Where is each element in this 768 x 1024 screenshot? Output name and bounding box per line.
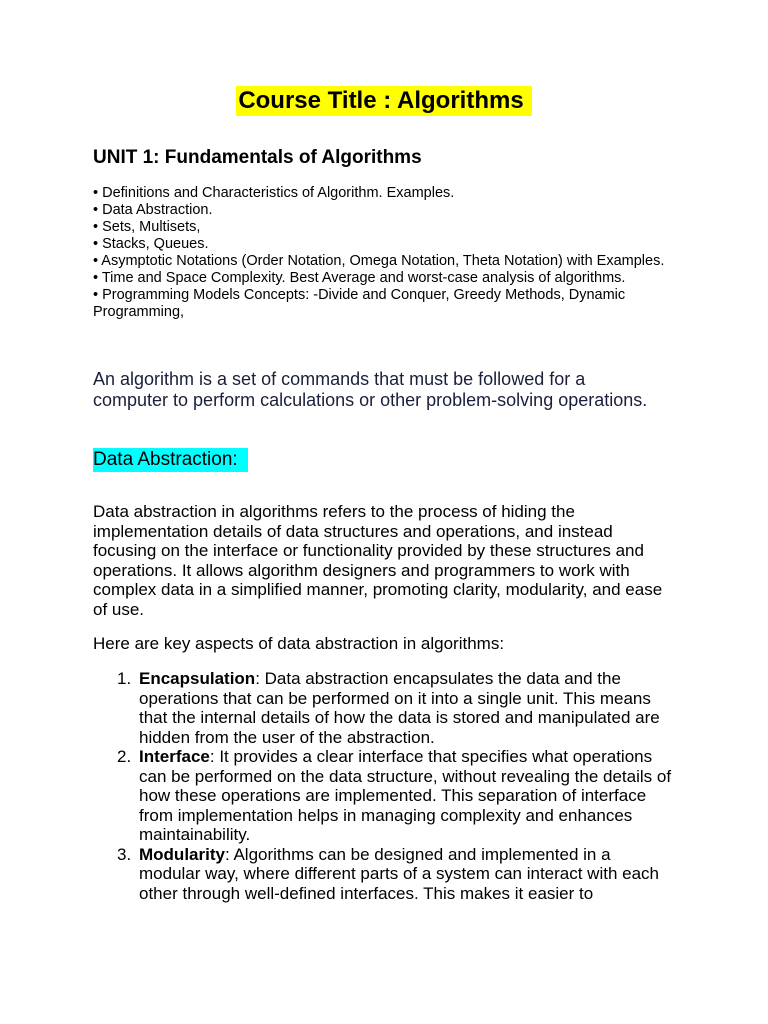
list-item <box>93 669 673 747</box>
key-aspects-list <box>93 669 673 903</box>
section-heading: Data Abstraction: <box>93 448 248 472</box>
key-aspects-intro: Here are key aspects of data abstraction in algorithms: <box>93 634 505 653</box>
list-text: : It provides a clear interface that specifies what operations can be performed on the data structure, without revealing the details of how these operations are implemented. This separation of interface from implementation helps in managing complexity and enhances maintainability. <box>139 747 672 844</box>
topic-item: • Definitions and Characteristics of Algorithm. Examples. <box>93 185 455 201</box>
list-term: Interface <box>139 747 210 766</box>
list-number: 3. <box>117 844 132 864</box>
topic-item: • Sets, Multisets, <box>93 219 201 235</box>
abstraction-paragraph: Data abstraction in algorithms refers to the process of hiding the implementation details of data structures and operations, and instead focusing on the interface or functionality provided by these structures and operations. It allows algorithm designers and programmers to work with complex data in a simplified manner, promoting clarity, modularity, and ease of use. <box>93 502 663 619</box>
topic-item: • Data Abstraction. <box>93 202 213 218</box>
list-text: : Data abstraction encapsulates the data and the operations that can be performed on it into a single unit. This means that the internal details of how the data is stored and manipulated are hidden from the user of the abstraction. <box>139 669 660 747</box>
title-container <box>0 86 768 116</box>
list-number: 2. <box>117 747 132 766</box>
list-term: Modularity <box>139 844 225 864</box>
algorithm-definition: An algorithm is a set of commands that must be followed for a computer to perform calculations or other problem-solving operations. <box>93 369 648 410</box>
topic-item: • Asymptotic Notations (Order Notation, Omega Notation, Theta Notation) with Examples. <box>93 253 665 269</box>
topic-item: • Time and Space Complexity. Best Average and worst-case analysis of algorithms. <box>93 270 626 286</box>
list-item <box>93 747 673 845</box>
unit-heading: UNIT 1: Fundamentals of Algorithms <box>93 147 422 168</box>
topic-item: • Programming Models Concepts: -Divide and Conquer, Greedy Methods, Dynamic Programming, <box>93 287 626 320</box>
course-title: Course Title : Algorithms <box>236 86 531 116</box>
topic-item: • Stacks, Queues. <box>93 236 209 252</box>
list-number: 1. <box>117 669 132 688</box>
topic-list <box>93 185 683 321</box>
section-heading-container <box>93 448 248 472</box>
list-term: Encapsulation <box>139 669 256 688</box>
list-item <box>93 845 673 904</box>
list-text: : Algorithms can be designed and implemented in a modular way, where different parts of a system can interact with each other through well-defined interfaces. This makes it easier to <box>139 844 660 903</box>
